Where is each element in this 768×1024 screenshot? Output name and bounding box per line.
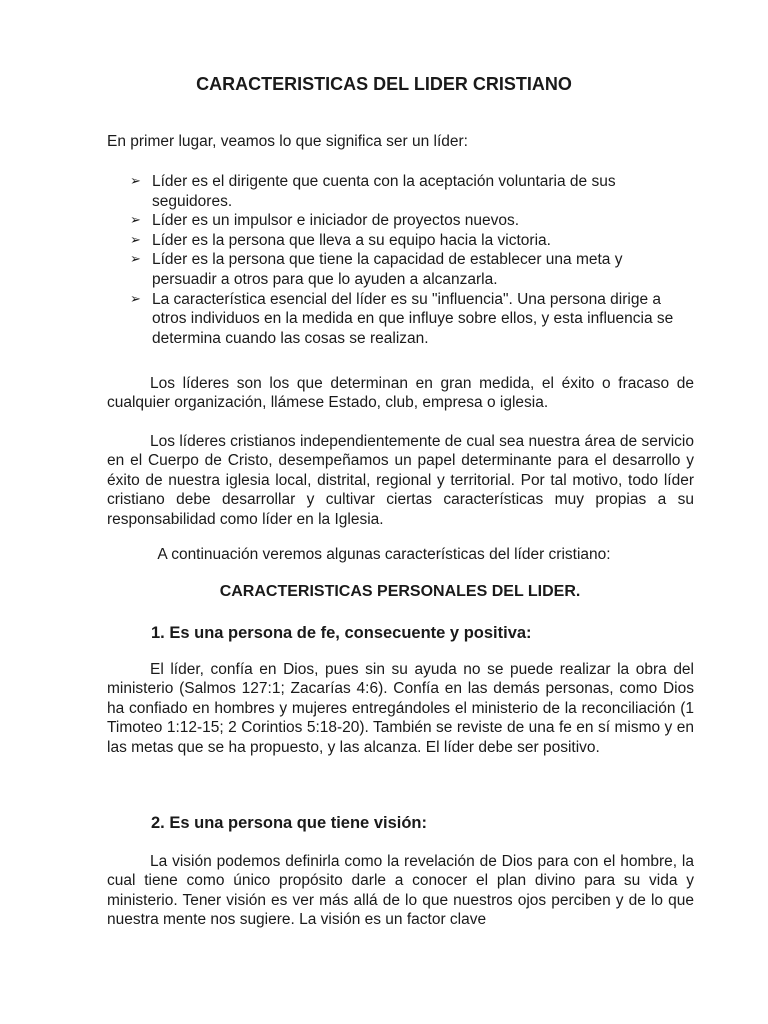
section-heading: CARACTERISTICAS PERSONALES DEL LIDER.: [219, 583, 581, 600]
paragraph-leaders-role: [107, 374, 694, 413]
list-item: ➢ Líder es la persona que lleva a su equipo hacia la victoria.: [130, 231, 690, 251]
paragraph-text: El líder, confía en Dios, pues sin su ayuda no se puede realizar la obra del ministerio (Salmos 127:1; Zacarías 4:6). Confía en las demás personas, como Dios ha confiado en hombres y mujeres entregándoles el ministerio de la reconciliación (1 Timoteo 1:12-15; 2 Corintios 5:18-20). También se reviste de una fe en sí mismo y en las metas que se ha propuesto, y las alcanza. El líder debe ser positivo.: [107, 661, 694, 756]
point1-heading: 1. Es una persona de fe, consecuente y positiva:: [151, 624, 532, 642]
intro-text: En primer lugar, veamos lo que significa ser un líder:: [107, 133, 468, 150]
paragraph-text: Los líderes cristianos independientemente de cual sea nuestra área de servicio en el Cuerpo de Cristo, desempeñamos un papel determinante para el desarrollo y éxito de nuestra iglesia local, distrital, regional y territorial. Por tal motivo, todo líder cristiano debe desarrollar y cultivar ciertas características muy propias a su responsabilidad como líder en la Iglesia.: [107, 433, 694, 528]
document-title: CARACTERISTICAS DEL LIDER CRISTIANO: [196, 74, 572, 94]
paragraph-christian-leaders: [107, 432, 694, 529]
point1-paragraph: [107, 660, 694, 757]
list-item: ➢ Líder es el dirigente que cuenta con la aceptación voluntaria de sus seguidores.: [130, 172, 690, 211]
paragraph-text: Los líderes son los que determinan en gran medida, el éxito o fracaso de cualquier organización, llámese Estado, club, empresa o iglesia.: [107, 375, 694, 412]
list-item: ➢ La característica esencial del líder es su "influencia". Una persona dirige a otros individuos en la medida en que influye sobre ellos, y esta influencia se determina cuando las cosas se realizan.: [130, 290, 690, 349]
paragraph-text: La visión podemos definirla como la revelación de Dios para con el hombre, la cual tiene como único propósito darle a conocer el plan divino para su vida y ministerio. Tener visión es ver más allá de lo que nuestros ojos perciben y de lo que nuestra mente nos sugiere. La visión es un factor clave: [107, 853, 694, 929]
list-item: ➢ Líder es la persona que tiene la capacidad de establecer una meta y persuadir a otros para que lo ayuden a alcanzarla.: [130, 250, 690, 289]
list-item: ➢ Líder es un impulsor e iniciador de proyectos nuevos.: [130, 211, 690, 231]
leader-definitions-list: [130, 172, 690, 348]
point2-heading: 2. Es una persona que tiene visión:: [151, 814, 427, 832]
continuation-text: A continuación veremos algunas características del líder cristiano:: [157, 546, 611, 563]
point2-paragraph: [107, 852, 694, 930]
